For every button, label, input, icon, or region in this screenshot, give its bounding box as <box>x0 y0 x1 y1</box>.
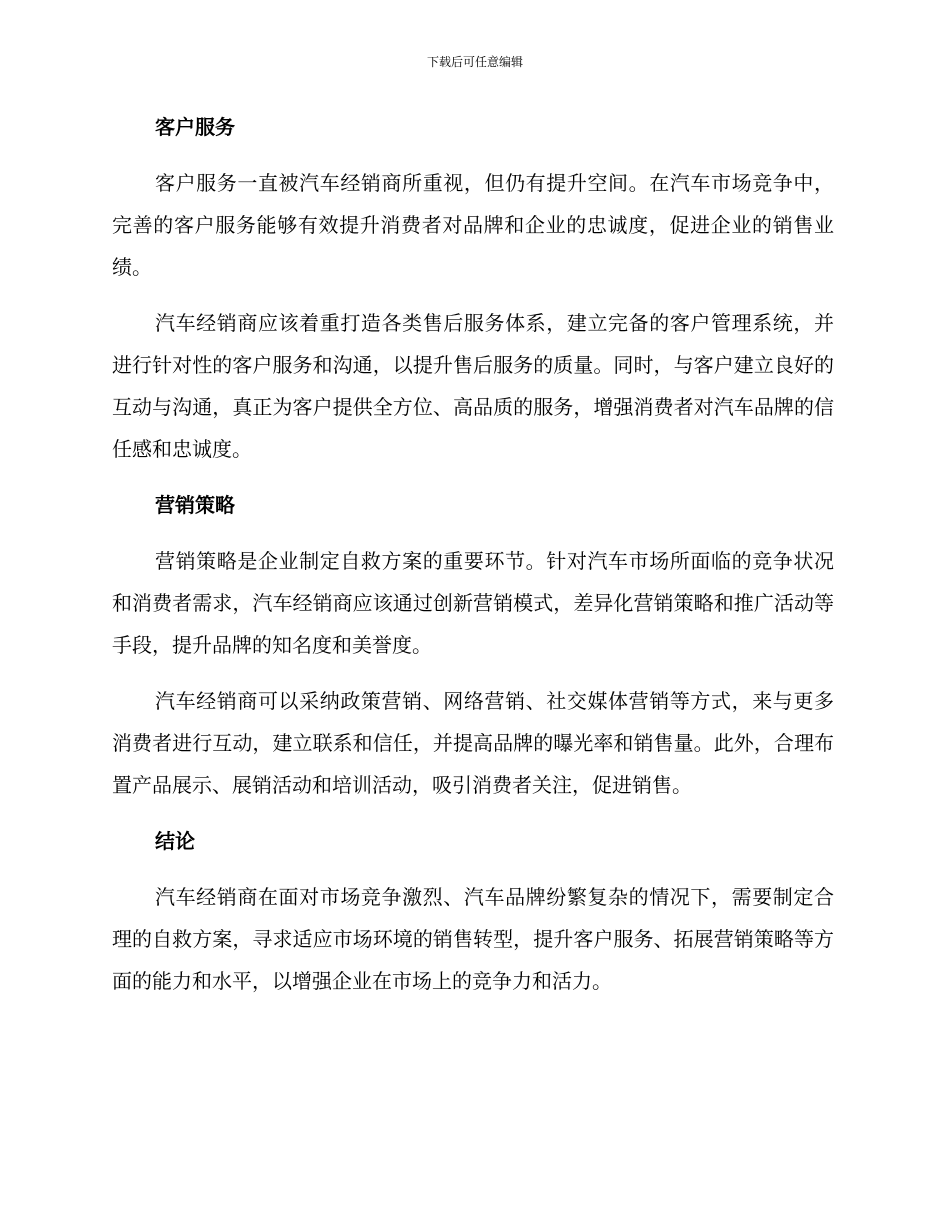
paragraph: 汽车经销商可以采纳政策营销、网络营销、社交媒体营销等方式，来与更多消费者进行互动，建立联系和信任，并提高品牌的曝光率和销售量。此外，合理布置产品展示、展销活动和培训活动，吸引消费者关注，促进销售。 <box>112 689 834 797</box>
section-heading-customer-service: 客户服务 <box>155 115 235 139</box>
paragraph: 客户服务一直被汽车经销商所重视，但仍有提升空间。在汽车市场竞争中，完善的客户服务能够有效提升消费者对品牌和企业的忠诚度，促进企业的销售业绩。 <box>112 171 834 279</box>
section-heading-marketing-strategy: 营销策略 <box>155 493 235 517</box>
document-body <box>112 106 834 1002</box>
page-header: 下载后可任意编辑 <box>426 55 523 69</box>
section-heading-conclusion: 结论 <box>155 829 195 853</box>
paragraph: 汽车经销商在面对市场竞争激烈、汽车品牌纷繁复杂的情况下，需要制定合理的自救方案，寻求适应市场环境的销售转型，提升客户服务、拓展营销策略等方面的能力和水平，以增强企业在市场上的竞争力和活力。 <box>112 885 834 993</box>
paragraph: 营销策略是企业制定自救方案的重要环节。针对汽车市场所面临的竞争状况和消费者需求，汽车经销商应该通过创新营销模式，差异化营销策略和推广活动等手段，提升品牌的知名度和美誉度。 <box>112 549 834 657</box>
paragraph: 汽车经销商应该着重打造各类售后服务体系，建立完备的客户管理系统，并进行针对性的客户服务和沟通，以提升售后服务的质量。同时，与客户建立良好的互动与沟通，真正为客户提供全方位、高品质的服务，增强消费者对汽车品牌的信任感和忠诚度。 <box>112 311 834 461</box>
